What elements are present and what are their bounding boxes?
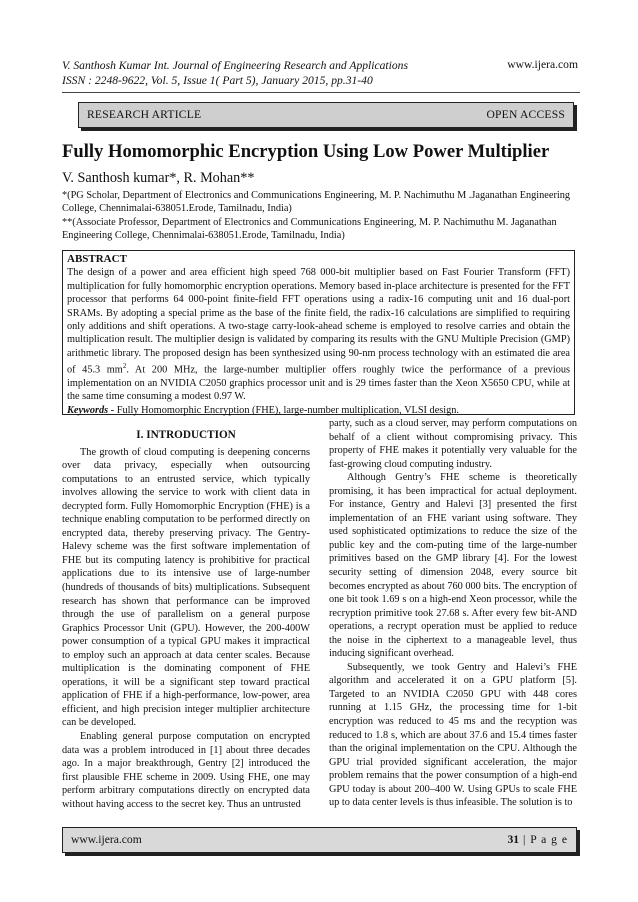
body-column-left bbox=[62, 417, 310, 811]
section-heading-introduction: I. INTRODUCTION bbox=[136, 429, 236, 441]
author-affiliations bbox=[62, 189, 582, 243]
paper-title: Fully Homomorphic Encryption Using Low Power Multiplier bbox=[62, 141, 550, 162]
affiliation-1: *(PG Scholar, Department of Electronics and Communications Engineering, M. P. Nachimuthu M .Jaganathan Engineering College, Chennimalai-638051.Erode, Tamilnadu, India) bbox=[62, 190, 571, 215]
keywords-label: Keywords - bbox=[67, 404, 115, 416]
abstract-text-part-1: The design of a power and area efficient high speed 768 000-bit multiplier based on Fast Fourier Transform (FFT) multiplication for fully homomorphic encryption operations. Memory based in-place architecture is presented for the FFT processor that performs 64 000-point finite-field FFT operations using a radix-16 computing unit and 16 dual-port SRAMs. By adopting a special prime as the base of the finite field, the radix-16 calculations are simplified to requiring only additions and shift operations. A two-stage carry-look-ahead scheme is employed to resolve carries and obtain the multiplication result. The multiplier design is validated by comparing its results with the GNU Multiple Precision (GMP) arithmetic library. The proposed design has been synthesized using 90-nm process technology with an estimated die area of 45.3 mm bbox=[67, 267, 570, 376]
intro-paragraph-3: Although Gentry’s FHE scheme is theoretically promising, it has been impractical for actual deployment. For instance, Gentry and Halevi [3] presented the first implementation of an FHE variant using software. They used sophisticated optimizations to reduce the size of the public key and the com-puting time of the large-number primitives based on the GMP library [4]. For the lowest security setting of dimension 2048, every source bit becomes encrypted as about 760 000 bits. The encryption of one bit took 1.69 s on a high-end Xeon processor, while the recryption primitive took 27.68 s. After every few bit-AND operations, a recrypt operation must be applied to reduce the noise in the ciphertext to a manageable level, thus inducing significant overhead. bbox=[329, 472, 578, 660]
area-unit-superscript: 2 bbox=[122, 362, 127, 371]
research-article-label: RESEARCH ARTICLE bbox=[87, 108, 202, 121]
open-access-label: OPEN ACCESS bbox=[486, 108, 565, 121]
page-label: | P a g e bbox=[519, 833, 568, 846]
abstract-heading: ABSTRACT bbox=[67, 253, 127, 265]
abstract-text bbox=[67, 266, 570, 403]
intro-paragraph-2: Enabling general purpose computation on encrypted data was a problem introduced in [1] about three decades ago. In a major breakthrough, Gentry [2] introduced the first plausible FHE scheme in 2009. Using FHE, one may perform arbitrary computations directly on encrypted data without having access to the secret key. Thus an untrusted bbox=[62, 731, 310, 810]
citation-line-2: ISSN : 2248-9622, Vol. 5, Issue 1( Part 5), January 2015, pp.31-40 bbox=[62, 74, 373, 87]
header-website[interactable]: www.ijera.com bbox=[507, 58, 578, 71]
journal-citation bbox=[62, 58, 492, 88]
affiliation-2: **(Associate Professor, Department of Electronics and Communications Engineering, M. P. Nachimuthu M. Jaganathan Engineering College, Chennimalai-638051.Erode, Tamilnadu, India) bbox=[62, 216, 557, 242]
intro-paragraph-1: The growth of cloud computing is deepening concerns over data privacy, especially when outsourcing computations to an entrusted service, which typically involves allowing the service to work with client data in decrypted form. Fully Homomorphic Encryption (FHE) is a technique enabling computation to be performed directly on encrypted data, thereby preserving privacy. The Gentry-Halevy scheme was the first software implementation of FHE but its computing latency is prohibitive for practical applications due to its intensive use of large-number (hundreds of thousands of bits) multiplications. Subsequent research has shown that performance can be improved through the use of parallelism on a general purpose Graphics Processor Unit (GPU). However, the 200-400W power consumption of a typical GPU makes it impractical to employ such an approach at data center scales. Because multiplication is the dominating component of FHE operations, it will be a significant step toward practical application of FHE if a high-performance, low-power, area efficient, and high precision integer multiplier architecture can be developed. bbox=[62, 446, 310, 729]
article-type-banner bbox=[78, 102, 574, 128]
page-footer bbox=[62, 827, 577, 853]
citation-line-1: V. Santhosh Kumar Int. Journal of Engineering Research and Applications bbox=[62, 59, 408, 72]
body-column-right bbox=[329, 417, 577, 810]
page-number bbox=[507, 833, 568, 846]
footer-website[interactable]: www.ijera.com bbox=[71, 833, 142, 846]
keywords-text: Fully Homomorphic Encryption (FHE), large-number multiplication, VLSI design. bbox=[114, 404, 460, 416]
page-number-value: 31 bbox=[507, 833, 520, 846]
keywords-line bbox=[67, 404, 570, 417]
paper-authors: V. Santhosh kumar*, R. Mohan** bbox=[62, 170, 255, 186]
abstract-text-part-2: . At 200 MHz, the large-number multiplier offers roughly twice the performance of a previous implementation on an NVIDIA C2050 graphics processor unit and is 29 times faster than the Xeon X5650 CPU, while at the same time consuming a modest 0.97 W. bbox=[67, 364, 570, 403]
abstract-box bbox=[62, 250, 575, 415]
intro-paragraph-4: Subsequently, we took Gentry and Halevi’s FHE algorithm and accelerated it on a GPU platform [5]. Targeted to an NVIDIA C2050 GPU with 448 cores running at 1.15 GHz, the processing time for 1-bit encryption was reduced to 45 ms and the recyption was reduced to 1.8 s, which are about 37.6 and 15.4 times faster than the original implementation on the CPU. Although the GPU trial provided significant acceleration, the major problem remains that the power consumption of a high-end GPU today is about 200–400 W. Using GPUs to scale FHE up to data center levels is thus infeasible. The solution is to bbox=[329, 661, 577, 809]
header-divider bbox=[62, 92, 580, 93]
intro-paragraph-2-continued: party, such as a cloud server, may perform computations on behalf of a client without compromising privacy. This property of FHE makes it potentially very valuable for the fast-growing cloud computing industry. bbox=[329, 418, 577, 470]
